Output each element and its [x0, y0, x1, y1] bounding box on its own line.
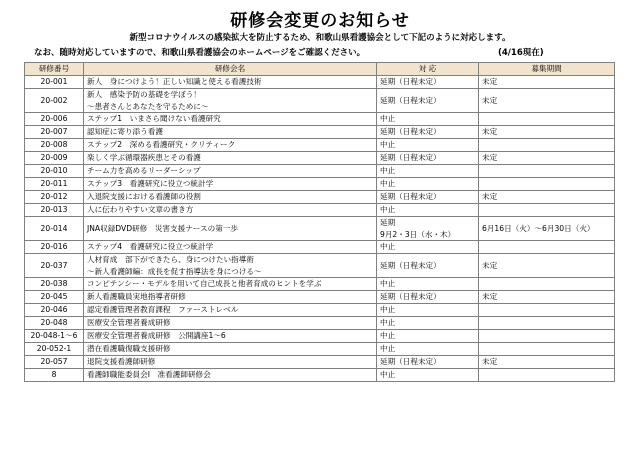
recruitment-period-cell: 未定 — [479, 126, 615, 139]
recruitment-period-cell — [479, 139, 615, 152]
table-row — [25, 76, 615, 89]
training-name-cell — [84, 217, 377, 241]
training-name-line: ステップ3 看護研究に役立つ統計学 — [87, 179, 214, 189]
header-training-name: 研修会名 — [84, 63, 377, 76]
training-name-line: 楽しく学ぶ循環器疾患とその看護 — [87, 153, 201, 163]
training-name-line: ステップ4 看護研究に役立つ統計学 — [87, 242, 214, 252]
training-number-cell: 8 — [25, 369, 84, 382]
response-line: 延期（日程未定） — [380, 77, 441, 87]
response-cell — [377, 204, 479, 217]
training-name-cell — [84, 139, 377, 152]
training-number-cell: 20-009 — [25, 152, 84, 165]
recruitment-period-cell — [479, 178, 615, 191]
training-number-cell: 20-057 — [25, 356, 84, 369]
response-line: 延期（日程未定） — [380, 95, 441, 105]
response-cell — [377, 165, 479, 178]
response-cell — [377, 126, 479, 139]
training-changes-table — [24, 62, 615, 382]
training-name-line: ～新人看護師編：成長を促す指導法を身につける～ — [87, 266, 262, 276]
training-number-cell: 20-010 — [25, 165, 84, 178]
table-row — [25, 113, 615, 126]
recruitment-period-cell: 未定 — [479, 191, 615, 204]
response-cell — [377, 139, 479, 152]
training-name-line: 人に伝わりやすい文章の書き方 — [87, 205, 194, 215]
recruitment-period-cell — [479, 204, 615, 217]
training-number-cell: 20-038 — [25, 278, 84, 291]
response-line: 中止 — [380, 279, 396, 289]
training-name-line: 看護師職能委員会Ⅰ 准看護師研修会 — [87, 370, 211, 380]
training-name-cell — [84, 76, 377, 89]
table-row — [25, 330, 615, 343]
response-line: 延期 — [380, 218, 396, 227]
training-number-cell: 20-045 — [25, 291, 84, 304]
training-name-cell — [84, 330, 377, 343]
training-name-line: 新人 感染予防の基礎を学ぼう！ — [87, 90, 201, 99]
notice-line-2: なお、随時対応していますので、和歌山県看護協会のホームページをご確認ください。 — [34, 48, 366, 58]
recruitment-period-cell — [479, 165, 615, 178]
recruitment-period-cell: 未定 — [479, 254, 615, 278]
recruitment-period-cell: 未定 — [479, 89, 615, 113]
response-line: 中止 — [380, 140, 396, 150]
response-line: 中止 — [380, 179, 396, 189]
training-number-cell: 20-011 — [25, 178, 84, 191]
response-cell — [377, 369, 479, 382]
training-name-line: 認知症に寄り添う看護 — [87, 127, 163, 137]
table-row — [25, 139, 615, 152]
recruitment-period-cell: 未定 — [479, 291, 615, 304]
response-line: 中止 — [380, 166, 396, 176]
recruitment-period-cell: 未定 — [479, 356, 615, 369]
training-number-cell: 20-008 — [25, 139, 84, 152]
response-line: 9月2・3日（水・木） — [380, 229, 456, 239]
training-number-cell: 20-048-1～6 — [25, 330, 84, 343]
training-number-cell: 20-006 — [25, 113, 84, 126]
response-cell — [377, 241, 479, 254]
table-row — [25, 204, 615, 217]
response-cell — [377, 113, 479, 126]
training-name-line: 認定看護管理者教育課程 ファーストレベル — [87, 305, 239, 315]
response-line: 延期（日程未定） — [380, 357, 441, 367]
training-name-cell — [84, 191, 377, 204]
training-name-cell — [84, 113, 377, 126]
table-body — [25, 76, 615, 382]
as-of-date: (4/16現在) — [498, 48, 544, 58]
response-line: 中止 — [380, 370, 396, 380]
training-name-cell — [84, 369, 377, 382]
training-name-line: ステップ1 いまさら聞けない看護研究 — [87, 114, 221, 124]
training-number-cell: 20-012 — [25, 191, 84, 204]
response-line: 延期（日程未定） — [380, 153, 441, 163]
response-line: 中止 — [380, 318, 396, 328]
response-line: 中止 — [380, 305, 396, 315]
response-cell — [377, 291, 479, 304]
training-name-line: 入退院支援における看護師の役割 — [87, 192, 201, 202]
table-row — [25, 369, 615, 382]
response-line: 中止 — [380, 242, 396, 252]
table-row — [25, 304, 615, 317]
response-cell — [377, 278, 479, 291]
training-name-cell — [84, 291, 377, 304]
training-number-cell: 20-014 — [25, 217, 84, 241]
recruitment-period-cell: 未定 — [479, 76, 615, 89]
header-response: 対 応 — [377, 63, 479, 76]
training-name-line: ～患者さんとあなたを守るために～ — [87, 101, 209, 111]
recruitment-period-cell: 6月16日（火）～6月30日（火） — [479, 217, 615, 241]
recruitment-period-cell — [479, 278, 615, 291]
response-line: 延期（日程未定） — [380, 127, 441, 137]
training-name-line: 新人 身につけよう！正しい知識と使える看護技術 — [87, 77, 262, 87]
training-number-cell: 20-001 — [25, 76, 84, 89]
table-row — [25, 254, 615, 278]
response-line: 延期（日程未定） — [380, 192, 441, 202]
notice-title: 研修会変更のお知らせ — [230, 11, 410, 31]
recruitment-period-cell: 未定 — [479, 152, 615, 165]
response-line: 中止 — [380, 344, 396, 354]
training-number-cell: 20-002 — [25, 89, 84, 113]
training-name-line: コンピテンシー・モデルを用いて自己成長と他者育成のヒントを学ぶ — [87, 279, 322, 289]
recruitment-period-cell — [479, 343, 615, 356]
training-name-cell — [84, 343, 377, 356]
response-cell — [377, 217, 479, 241]
table-row — [25, 356, 615, 369]
table-row — [25, 278, 615, 291]
training-name-cell — [84, 126, 377, 139]
response-line: 中止 — [380, 331, 396, 341]
training-name-line: 潜在看護職復職支援研修 — [87, 344, 171, 354]
training-name-line: 新人看護職員実地指導者研修 — [87, 292, 186, 302]
table-row — [25, 126, 615, 139]
recruitment-period-cell — [479, 369, 615, 382]
response-cell — [377, 254, 479, 278]
training-number-cell: 20-007 — [25, 126, 84, 139]
table-row — [25, 191, 615, 204]
training-number-cell: 20-037 — [25, 254, 84, 278]
response-line: 延期（日程未定） — [380, 260, 441, 270]
table-row — [25, 152, 615, 165]
table-row — [25, 178, 615, 191]
training-name-line: 人材育成 部下ができたら、身につけたい指導術 — [87, 255, 254, 264]
training-number-cell: 20-013 — [25, 204, 84, 217]
table-row — [25, 317, 615, 330]
response-line: 中止 — [380, 205, 396, 215]
training-name-cell — [84, 254, 377, 278]
response-cell — [377, 89, 479, 113]
training-name-cell — [84, 278, 377, 291]
training-name-line: ステップ2 深める看護研究・クリティーク — [87, 140, 236, 150]
recruitment-period-cell — [479, 317, 615, 330]
header-recruitment-period: 募集期間 — [479, 63, 615, 76]
training-name-cell — [84, 165, 377, 178]
training-name-line: チーム力を高めるリーダーシップ — [87, 166, 201, 176]
training-name-cell — [84, 204, 377, 217]
response-cell — [377, 152, 479, 165]
header-training-number: 研修番号 — [25, 63, 84, 76]
response-cell — [377, 191, 479, 204]
table-row — [25, 165, 615, 178]
table-row — [25, 241, 615, 254]
training-name-cell — [84, 178, 377, 191]
response-cell — [377, 178, 479, 191]
training-name-cell — [84, 304, 377, 317]
training-number-cell: 20-048 — [25, 317, 84, 330]
training-number-cell: 20-016 — [25, 241, 84, 254]
training-number-cell: 20-046 — [25, 304, 84, 317]
training-name-cell — [84, 152, 377, 165]
response-cell — [377, 317, 479, 330]
training-name-line: 医療安全管理者養成研修 公開講座1～6 — [87, 331, 226, 341]
training-name-cell — [84, 89, 377, 113]
recruitment-period-cell — [479, 330, 615, 343]
response-cell — [377, 343, 479, 356]
notice-line-1: 新型コロナウイルスの感染拡大を防止するため、和歌山県看護協会として下記のように対応します。 — [129, 33, 511, 43]
recruitment-period-cell — [479, 113, 615, 126]
table-row — [25, 217, 615, 241]
response-cell — [377, 304, 479, 317]
table-row — [25, 343, 615, 356]
recruitment-period-cell — [479, 304, 615, 317]
response-cell — [377, 356, 479, 369]
training-number-cell: 20-052-1 — [25, 343, 84, 356]
training-name-cell — [84, 317, 377, 330]
response-cell — [377, 76, 479, 89]
response-line: 中止 — [380, 114, 396, 124]
training-name-line: JNA収録DVD研修 災害支援ナースの第一歩 — [87, 223, 238, 233]
training-name-line: 医療安全管理者養成研修 — [87, 318, 171, 328]
response-line: 延期（日程未定） — [380, 292, 441, 302]
recruitment-period-cell — [479, 241, 615, 254]
table-row — [25, 291, 615, 304]
response-cell — [377, 330, 479, 343]
table-header-row — [25, 63, 615, 76]
table-row — [25, 89, 615, 113]
training-name-cell — [84, 356, 377, 369]
training-name-cell — [84, 241, 377, 254]
training-name-line: 退院支援看護師研修 — [87, 357, 156, 367]
